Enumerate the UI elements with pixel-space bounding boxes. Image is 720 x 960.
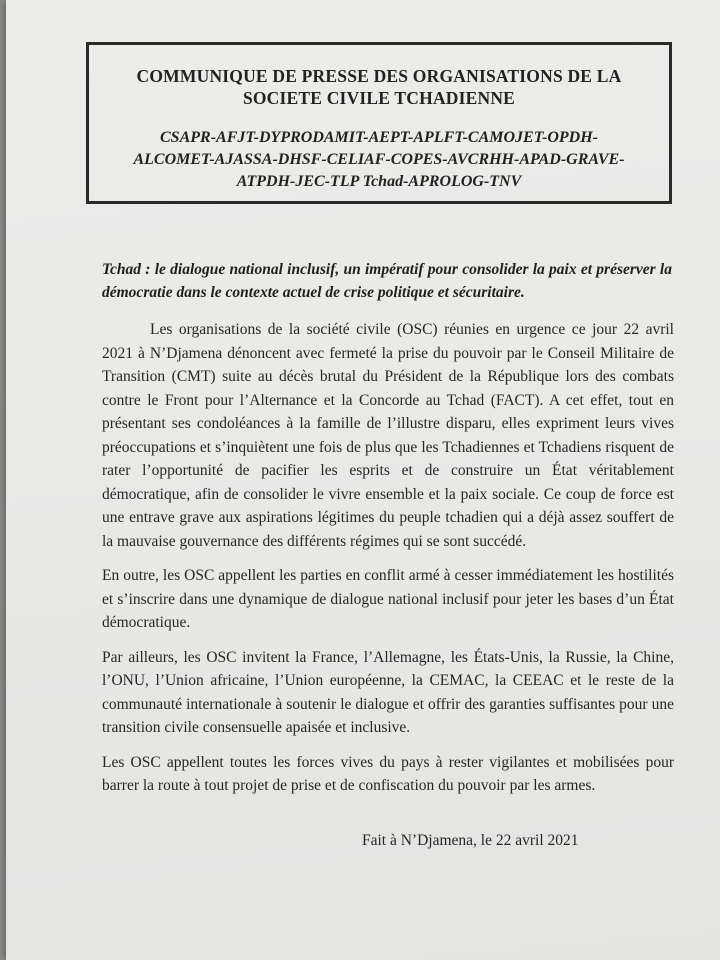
orgs-line-3: ATPDH-JEC-TLP Tchad-APROLOG-TNV: [236, 173, 522, 190]
paragraph-3: Par ailleurs, les OSC invitent la France, l’Allemagne, les États-Unis, la Russie, la Chine, l’ONU, l’Union africaine, l’Union européenne, la CEMAC, la CEEAC et le reste de la communauté internationale à soutenir le dialogue et offrir des garanties suffisantes pour une transition civile consensuelle apaisée et inclusive.: [102, 648, 674, 736]
subject-heading: Tchad : le dialogue national inclusif, un impératif pour consolider la paix et préserver la démocratie dans le contexte actuel de crise politique et sécuritaire.: [102, 261, 672, 301]
orgs-line-2: ALCOMET-AJASSA-DHSF-CELIAF-COPES-AVCRHH-APAD-GRAVE-: [133, 151, 625, 168]
body-text: [102, 318, 674, 809]
document-page: [6, 0, 720, 960]
paragraph-1: Les organisations de la société civile (OSC) réunies en urgence ce jour 22 avril 2021 à N’Djamena dénoncent avec fermeté la prise du pouvoir par le Conseil Militaire de Transition (CMT) suite au décès brutal du Président de la République lors des combats contre le Front pour l’Alternance et la Concorde au Tchad (FACT). A cet effet, tout en présentant ses condoléances à la famille de l’illustre disparu, elles expriment leurs vives préoccupations et s’inquiètent une fois de plus que les Tchadiennes et Tchadiens risquent de rater l’opportunité de pacifier les esprits et de construire un État véritablement démocratique, afin de consolider le vivre ensemble et la paix sociale. Ce coup de force est une entrave grave aux aspirations légitimes du peuple tchadien qui a déjà assez souffert de la mauvaise gouvernance des différents régimes qui se sont succédé.: [102, 321, 674, 550]
paragraph-2: En outre, les OSC appellent les parties en conflit armé à cesser immédiatement les hostilités et s’inscrire dans une dynamique de dialogue national inclusif pour jeter les bases d’un État démocratique.: [102, 567, 674, 631]
paragraph-4: Les OSC appellent toutes les forces vives du pays à rester vigilantes et mobilisées pour barrer la route à tout projet de prise et de confiscation du pouvoir par les armes.: [102, 753, 674, 794]
title-line-1: COMMUNIQUE DE PRESSE DES ORGANISATIONS DE LA: [136, 66, 622, 86]
title-line-2: SOCIETE CIVILE TCHADIENNE: [242, 88, 516, 108]
communique-title: [99, 65, 659, 109]
header-box: [86, 42, 672, 204]
organizations-list: [103, 127, 655, 193]
orgs-line-1: CSAPR-AFJT-DYPRODAMIT-AEPT-APLFT-CAMOJET-OPDH-: [160, 129, 598, 146]
signoff-place-date: Fait à N’Djamena, le 22 avril 2021: [362, 832, 579, 849]
